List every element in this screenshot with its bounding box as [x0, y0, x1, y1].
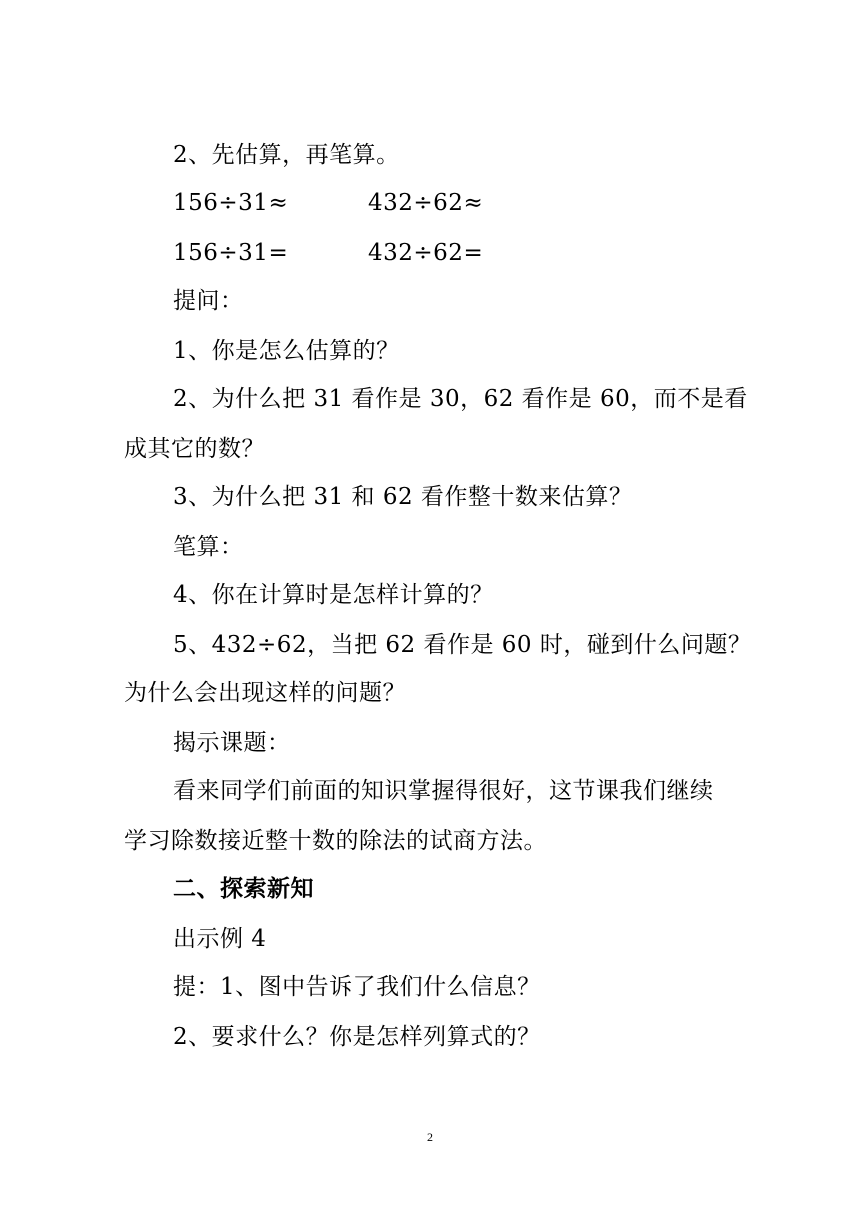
page-number: 2: [427, 1130, 433, 1144]
topic-paragraph-line-1: 看来同学们前面的知识掌握得很好，这节课我们继续: [173, 778, 714, 804]
estimate-expression-2: 432÷62≈: [368, 190, 484, 216]
written-expression-2: 432÷62=: [368, 240, 484, 266]
written-expression-1: 156÷31=: [173, 240, 289, 266]
example-label: 出示例 4: [173, 926, 267, 952]
section-heading-explore: 二、探索新知: [173, 876, 314, 902]
question-5-continued: 为什么会出现这样的问题？: [124, 680, 406, 706]
section-label-questions: 提问：: [173, 288, 244, 314]
section-label-topic: 揭示课题：: [173, 730, 291, 756]
question-1: 1、你是怎么估算的？: [173, 338, 400, 364]
question-2-continued: 成其它的数？: [124, 436, 265, 462]
task-instruction: 2、先估算，再笔算。: [173, 142, 400, 168]
question-5: 5、432÷62，当把 62 看作是 60 时，碰到什么问题？: [173, 632, 752, 658]
question-3: 3、为什么把 31 和 62 看作整十数来估算？: [173, 484, 633, 510]
prompt-question-1: 提：1、图中告诉了我们什么信息？: [173, 974, 541, 1000]
section-label-written: 笔算：: [173, 534, 244, 560]
prompt-question-2: 2、要求什么？你是怎样列算式的？: [173, 1024, 541, 1050]
question-4: 4、你在计算时是怎样计算的？: [173, 582, 494, 608]
topic-paragraph-line-2: 学习除数接近整十数的除法的试商方法。: [124, 828, 547, 854]
question-2: 2、为什么把 31 看作是 30，62 看作是 60，而不是看: [173, 386, 748, 412]
estimate-expression-1: 156÷31≈: [173, 190, 289, 216]
